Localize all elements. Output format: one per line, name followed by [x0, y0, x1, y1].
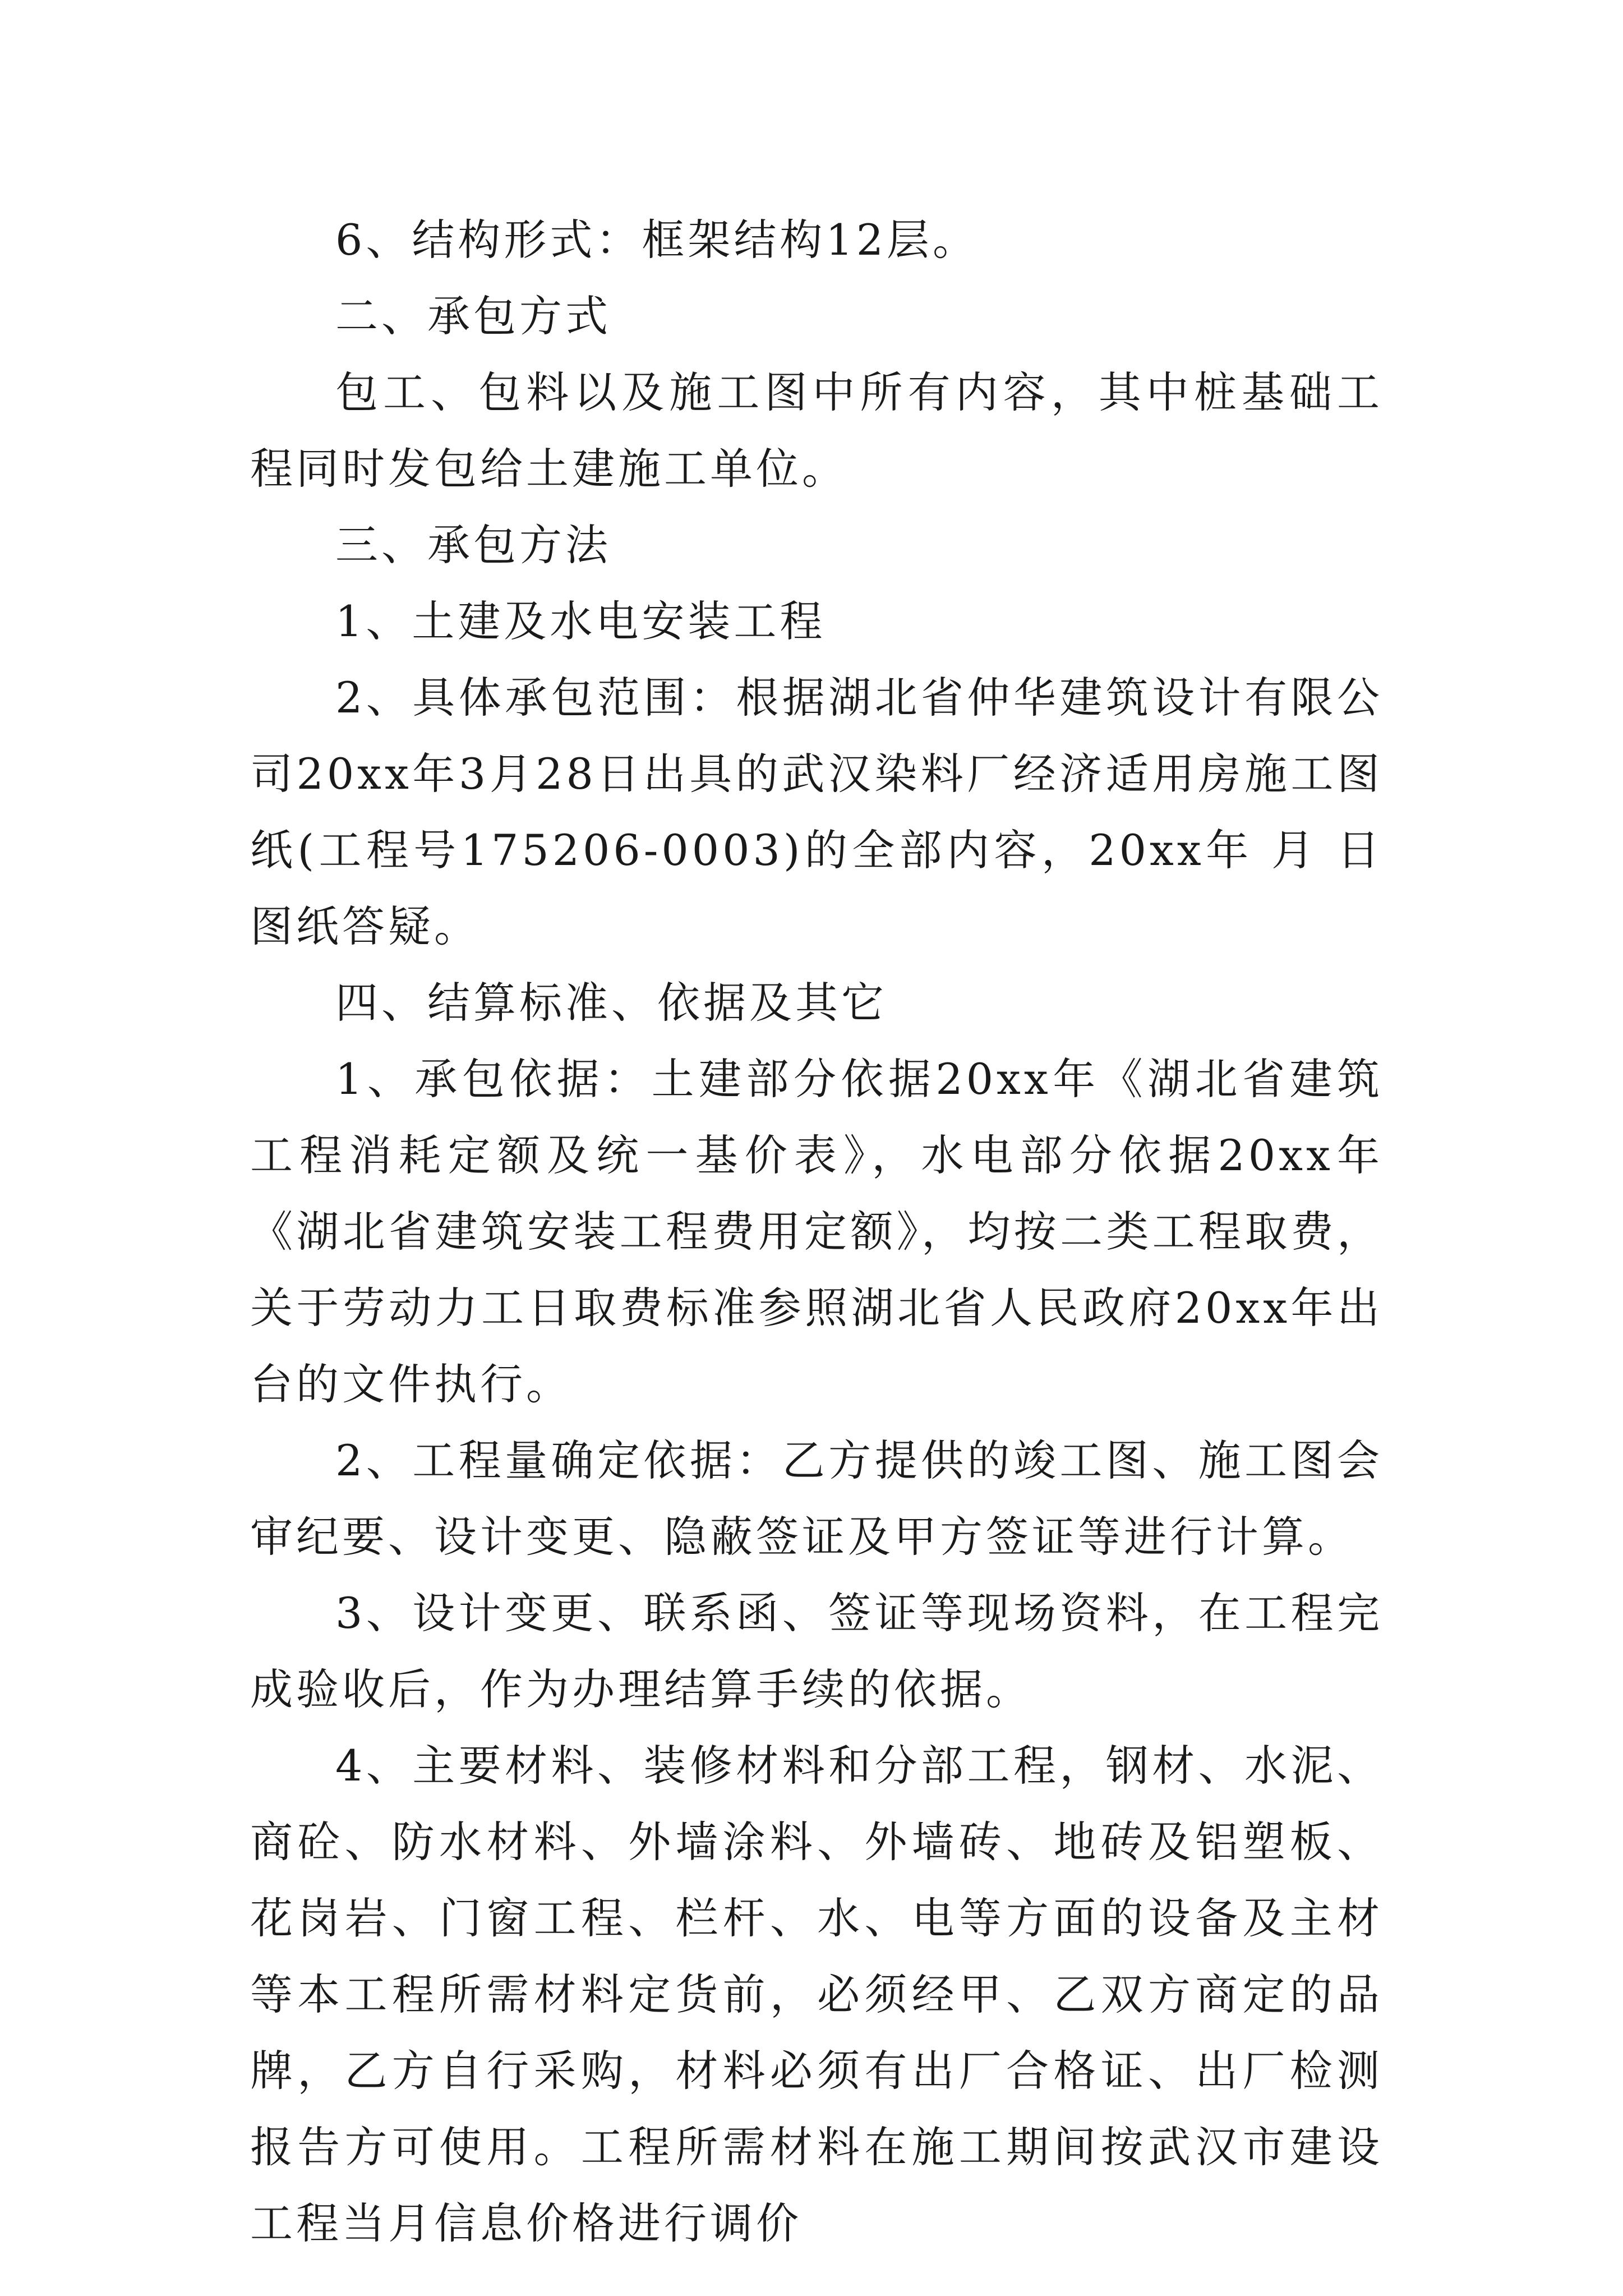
paragraph-site-documents: 3、设计变更、联系函、签证等现场资料，在工程完成验收后，作为办理结算手续的依据。 — [250, 1588, 1383, 1714]
paragraph-contract-scope: 2、具体承包范围：根据湖北省仲华建筑设计有限公司20xx年3月28日出具的武汉染料厂经济适用房施工图纸(工程号175206-0003)的全部内容，20xx年 月 日图纸答疑。 — [250, 673, 1383, 951]
heading-contract-mode: 二、承包方式 — [335, 291, 611, 341]
heading-settlement-standards: 四、结算标准、依据及其它 — [335, 978, 887, 1028]
paragraph-contract-mode: 包工、包料以及施工图中所有内容，其中桩基础工程同时发包给土建施工单位。 — [250, 367, 1383, 494]
paragraph-civil-installation: 1、土建及水电安装工程 — [335, 596, 826, 646]
heading-contract-method: 三、承包方法 — [335, 520, 611, 570]
paragraph-contract-basis: 1、承包依据：土建部分依据20xx年《湖北省建筑工程消耗定额及统一基价表》，水电部分依据20xx年《湖北省建筑安装工程费用定额》，均按二类工程取费，关于劳动力工日取费标准参照湖北省人民政府20xx年出台的文件执行。 — [250, 1054, 1383, 1409]
paragraph-quantity-basis: 2、工程量确定依据：乙方提供的竣工图、施工图会审纪要、设计变更、隐蔽签证及甲方签证等进行计算。 — [250, 1435, 1383, 1562]
document-body — [250, 202, 1383, 2262]
paragraph-materials: 4、主要材料、装修材料和分部工程，钢材、水泥、商砼、防水材料、外墙涂料、外墙砖、地砖及铝塑板、花岗岩、门窗工程、栏杆、水、电等方面的设备及主材等本工程所需材料定货前，必须经甲、乙双方商定的品牌，乙方自行采购，材料必须有出厂合格证、出厂检测报告方可使用。工程所需材料在施工期间按武汉市建设工程当月信息价格进行调价 — [250, 1741, 1383, 2248]
paragraph-structure-form: 6、结构形式：框架结构12层。 — [335, 215, 979, 265]
